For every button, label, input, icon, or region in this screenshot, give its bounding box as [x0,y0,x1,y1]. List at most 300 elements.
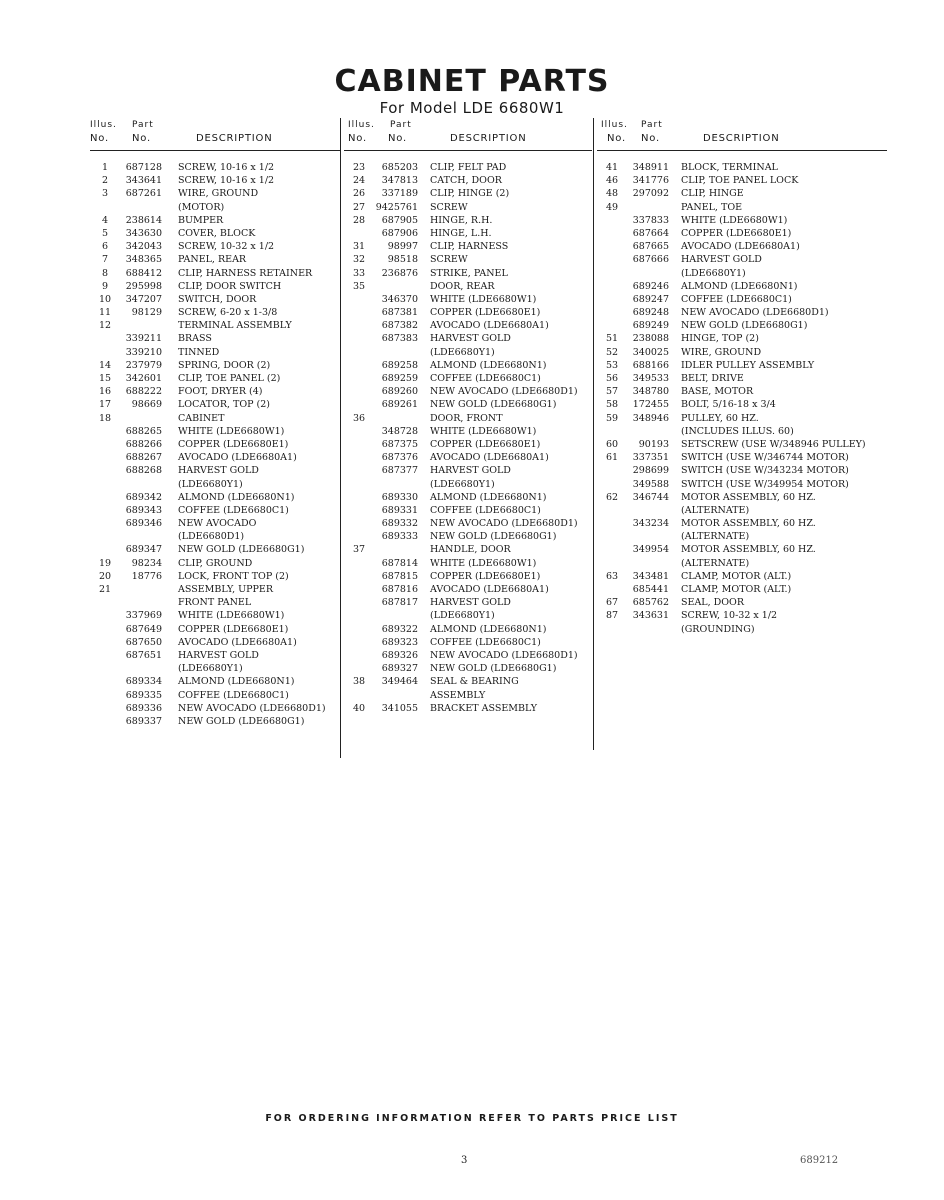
illus-number: 58 [605,399,619,411]
table-row [344,557,592,570]
part-description: CLAMP, MOTOR (ALT.) [681,584,792,595]
table-row [344,332,592,345]
part-description: CABINET [178,412,225,424]
part-description: NEW GOLD (LDE6680G1) [430,399,557,411]
part-description: BLOCK, TERMINAL [681,162,778,173]
part-number: 689323 [381,636,418,648]
part-description: SCREW, 6-20 x 1-3/8 [178,307,278,319]
table-row [90,201,340,214]
part-number: 689337 [125,715,162,727]
table-row [90,398,340,411]
part-number: 348365 [125,254,162,266]
part-number: 688266 [125,438,162,450]
part-description: CATCH, DOOR [430,175,502,187]
table-row [597,623,887,636]
header-row-1 [344,120,592,133]
part-description: AVOCADO (LDE6680A1) [430,584,549,595]
part-number: 687666 [632,254,669,266]
model-subtitle: For Model LDE 6680W1 [379,99,565,117]
illus-number: 41 [605,162,619,173]
table-row [90,675,340,688]
table-row [344,478,592,491]
part-description: BRACKET ASSEMBLY [430,702,537,714]
part-number: 341055 [381,702,418,714]
illus-number: 4 [101,214,109,226]
part-number: 98669 [131,399,162,411]
part-number: 337969 [125,610,162,622]
parts-list [344,161,592,715]
parts-list [90,161,340,728]
part-number: 689332 [381,518,418,530]
part-number: 689322 [381,623,418,635]
description-header: DESCRIPTION [450,133,527,144]
table-row [90,227,340,240]
table-row [344,412,592,425]
part-description: COFFEE (LDE6680C1) [681,293,792,305]
part-description: SWITCH, DOOR [178,293,257,305]
table-row [344,372,592,385]
part-description: SCREW, 10-16 x 1/2 [178,175,275,187]
table-row [597,438,887,451]
part-description: (LDE6680Y1) [430,478,495,490]
part-number: 341776 [632,175,669,187]
part-number: 687128 [125,162,162,173]
part-number: 687816 [381,584,418,595]
table-row [344,609,592,622]
part-description: SCREW [430,254,468,266]
part-description: STRIKE, PANEL [430,267,508,279]
table-row [90,504,340,517]
part-number: 688412 [125,267,162,279]
part-number: 343234 [632,518,669,530]
part-number: 689258 [381,359,418,371]
table-row [597,609,887,622]
table-row [90,662,340,675]
part-description: WIRE, GROUND [178,188,259,200]
part-number: 238088 [632,333,669,345]
part-number: 339210 [125,346,162,358]
part-description: NEW GOLD (LDE6680G1) [178,715,305,727]
table-row [90,689,340,702]
table-row [344,675,592,688]
table-row [344,214,592,227]
illus-header: Illus. [348,120,375,130]
parts-column-1 [90,120,340,728]
illus-number: 2 [101,175,109,187]
part-number: 340025 [632,346,669,358]
part-description: WHITE (LDE6680W1) [178,610,285,622]
part-description: SEAL, DOOR [681,597,744,609]
table-row [597,253,887,266]
no-header: No. [607,133,627,144]
part-number: 689326 [381,649,418,661]
table-row [344,649,592,662]
part-number: 688222 [125,386,162,398]
table-row [597,267,887,280]
part-description: MOTOR ASSEMBLY, 60 HZ. [681,544,816,556]
table-row [344,689,592,702]
part-description: HARVEST GOLD [178,649,259,661]
part-description: COFFEE (LDE6680C1) [178,689,289,701]
part-description: (LDE6680D1) [178,531,245,543]
part-description: COFFEE (LDE6680C1) [430,373,541,384]
table-row [344,280,592,293]
part-description: (INCLUDES ILLUS. 60) [681,425,794,437]
table-row [90,583,340,596]
part-description: ALMOND (LDE6680N1) [430,359,547,371]
table-row [90,491,340,504]
table-row [90,702,340,715]
part-description: ALMOND (LDE6680N1) [178,676,295,688]
table-row [344,174,592,187]
header-row-1 [597,120,887,133]
table-row [597,491,887,504]
table-row [344,596,592,609]
part-header: Part [641,120,663,130]
page-number: 3 [461,1155,468,1166]
description-header: DESCRIPTION [196,133,273,144]
part-number: 347813 [381,175,418,187]
part-number: 689260 [381,386,418,398]
table-row [597,201,887,214]
part-number: 337189 [381,188,418,200]
illus-number: 8 [101,267,109,279]
table-row [90,478,340,491]
parts-list [597,161,887,636]
parts-column-2 [344,120,592,715]
part-number: 236876 [381,267,418,279]
illus-number: 28 [352,214,366,226]
table-row [344,398,592,411]
table-row [90,161,340,174]
table-row [90,253,340,266]
part-number: 687665 [632,241,669,253]
part-description: COVER, BLOCK [178,227,256,239]
part-description: COPPER (LDE6680E1) [178,623,289,635]
table-row [90,372,340,385]
part-number: 98518 [387,254,418,266]
part-number: 687649 [125,623,162,635]
illus-number: 38 [352,676,366,688]
part-description: LOCATOR, TOP (2) [178,399,271,411]
part-number: 688265 [125,425,162,437]
table-row [597,346,887,359]
part-number: 687383 [381,333,418,345]
illus-number: 49 [605,201,619,213]
ordering-info-footer: FOR ORDERING INFORMATION REFER TO PARTS PRICE LIST [265,1113,679,1124]
table-row [344,543,592,556]
part-number: 337351 [632,452,669,464]
part-number: 343641 [125,175,162,187]
part-header: Part [132,120,154,130]
table-row [90,359,340,372]
part-number: 687815 [381,570,418,582]
part-number: 689347 [125,544,162,556]
part-description: ALMOND (LDE6680N1) [178,491,295,503]
part-number: 687664 [632,227,669,239]
table-row [344,491,592,504]
part-number: 349464 [381,676,418,688]
illus-number: 57 [605,386,619,398]
part-description: SWITCH (USE W/343234 MOTOR) [681,465,849,477]
part-description: WHITE (LDE6680W1) [430,557,537,569]
table-row [90,464,340,477]
part-description: (ALTERNATE) [681,531,750,543]
table-row [90,346,340,359]
table-row [90,557,340,570]
table-row [597,504,887,517]
table-row [597,306,887,319]
part-description: NEW GOLD (LDE6680G1) [430,531,557,543]
illus-number: 46 [605,175,619,187]
table-row [344,464,592,477]
part-description: CLIP, HINGE [681,188,744,200]
part-description: COPPER (LDE6680E1) [430,570,541,582]
illus-number: 21 [98,584,112,595]
part-description: PANEL, REAR [178,254,247,266]
part-number: 687906 [381,227,418,239]
part-description: CLIP, HARNESS RETAINER [178,267,313,279]
part-description: (ALTERNATE) [681,557,750,569]
part-description: IDLER PULLEY ASSEMBLY [681,359,815,371]
part-description: COFFEE (LDE6680C1) [430,504,541,516]
no-header: No. [90,133,110,144]
part-number: 339211 [125,333,162,345]
illus-number: 37 [352,544,366,556]
part-number: 343631 [632,610,669,622]
table-row [597,543,887,556]
illus-number: 59 [605,412,619,424]
part-description: CLIP, DOOR SWITCH [178,280,282,292]
part-description: CLAMP, MOTOR (ALT.) [681,570,792,582]
table-row [90,609,340,622]
part-description: HARVEST GOLD [178,465,259,477]
parts-column-3 [597,120,887,636]
table-row [90,280,340,293]
illus-number: 67 [605,597,619,609]
table-row [344,662,592,675]
illus-number: 10 [98,293,112,305]
part-number: 689331 [381,504,418,516]
illus-number: 61 [605,452,619,464]
table-row [344,240,592,253]
part-description: CLIP, TOE PANEL LOCK [681,175,799,187]
table-row [90,306,340,319]
table-row [90,438,340,451]
table-row [597,530,887,543]
part-description: SCREW [430,201,468,213]
part-number: 346370 [381,293,418,305]
illus-number: 23 [352,162,366,173]
part-number: 295998 [125,280,162,292]
table-row [344,504,592,517]
part-description: FRONT PANEL [178,597,252,609]
illus-number: 63 [605,570,619,582]
table-row [90,425,340,438]
part-number: 346744 [632,491,669,503]
part-number: 18776 [131,570,162,582]
table-row [597,293,887,306]
table-row [344,636,592,649]
part-number: 689346 [125,518,162,530]
illus-number: 14 [98,359,112,371]
part-description: CLIP, FELT PAD [430,162,507,173]
part-number: 298699 [632,465,669,477]
part-description: HARVEST GOLD [430,333,511,345]
part-number: 688267 [125,452,162,464]
table-row [90,517,340,530]
part-description: SCREW, 10-32 x 1/2 [178,241,275,253]
part-description: (MOTOR) [178,201,225,213]
part-number: 349588 [632,478,669,490]
part-number: 688166 [632,359,669,371]
table-row [90,385,340,398]
table-row [344,425,592,438]
part-number: 685203 [381,162,418,173]
part-description: SCREW, 10-16 x 1/2 [178,162,275,173]
part-description: HARVEST GOLD [430,597,511,609]
part-description: COFFEE (LDE6680C1) [430,636,541,648]
table-row [344,451,592,464]
table-row [344,161,592,174]
part-number: 687261 [125,188,162,200]
table-row [90,570,340,583]
part-number: 687375 [381,438,418,450]
table-row [597,319,887,332]
part-number: 685441 [632,584,669,595]
part-description: ASSEMBLY, UPPER [178,584,274,595]
part-description: (LDE6680Y1) [178,478,243,490]
part-number: 689330 [381,491,418,503]
part-description: ALMOND (LDE6680N1) [430,623,547,635]
part-no-header: No. [132,133,152,144]
illus-number: 16 [98,386,112,398]
part-description: HINGE, L.H. [430,227,492,239]
part-number: 90193 [638,438,669,450]
header-row-2 [90,133,340,151]
part-description: COPPER (LDE6680E1) [681,227,792,239]
description-header: DESCRIPTION [703,133,780,144]
part-description: NEW GOLD (LDE6680G1) [430,663,557,675]
part-number: 348911 [632,162,669,173]
part-description: (LDE6680Y1) [430,346,495,358]
illus-number: 20 [98,570,112,582]
illus-number: 5 [101,227,109,239]
part-description: AVOCADO (LDE6680A1) [178,452,297,464]
part-number: 98234 [131,557,162,569]
table-row [90,293,340,306]
table-row [597,451,887,464]
table-row [344,583,592,596]
part-number: 297092 [632,188,669,200]
part-number: 348728 [381,425,418,437]
part-description: CLIP, HARNESS [430,241,509,253]
part-description: HANDLE, DOOR [430,544,511,556]
table-row [90,451,340,464]
part-number: 687905 [381,214,418,226]
part-description: HINGE, R.H. [430,214,493,226]
part-header: Part [390,120,412,130]
table-row [344,570,592,583]
part-description: LOCK, FRONT TOP (2) [178,570,289,582]
part-description: TINNED [178,346,220,358]
part-description: ASSEMBLY [430,689,486,701]
part-description: COPPER (LDE6680E1) [178,438,289,450]
part-description: WIRE, GROUND [681,346,762,358]
part-number: 687377 [381,465,418,477]
part-description: SEAL & BEARING [430,676,519,688]
part-description: DOOR, REAR [430,280,495,292]
table-row [597,596,887,609]
part-description: NEW GOLD (LDE6680G1) [178,544,305,556]
illus-number: 33 [352,267,366,279]
part-description: (GROUNDING) [681,623,755,635]
table-row [344,346,592,359]
illus-header: Illus. [90,120,117,130]
table-row [344,306,592,319]
table-row [344,319,592,332]
table-row [597,425,887,438]
part-description: DOOR, FRONT [430,412,503,424]
illus-number: 52 [605,346,619,358]
part-description: TERMINAL ASSEMBLY [178,320,292,332]
table-row [344,201,592,214]
part-description: COPPER (LDE6680E1) [430,307,541,319]
part-description: ALMOND (LDE6680N1) [430,491,547,503]
table-row [344,293,592,306]
table-row [597,464,887,477]
table-row [90,174,340,187]
table-row [90,623,340,636]
part-number: 337833 [632,214,669,226]
illus-number: 40 [352,702,366,714]
illus-number: 9 [101,280,109,292]
table-row [597,227,887,240]
table-row [90,412,340,425]
table-row [90,649,340,662]
table-row [597,412,887,425]
part-description: HARVEST GOLD [430,465,511,477]
table-row [90,543,340,556]
table-row [90,240,340,253]
illus-number: 48 [605,188,619,200]
part-number: 687817 [381,597,418,609]
illus-number: 17 [98,399,112,411]
illus-number: 6 [101,241,109,253]
table-row [597,214,887,227]
table-row [597,240,887,253]
part-description: NEW GOLD (LDE6680G1) [681,320,808,332]
part-description: PULLEY, 60 HZ. [681,412,759,424]
table-row [344,359,592,372]
part-number: 689336 [125,702,162,714]
part-description: MOTOR ASSEMBLY, 60 HZ. [681,491,816,503]
part-number: 689327 [381,663,418,675]
illus-number: 3 [101,188,109,200]
table-row [597,280,887,293]
part-number: 347207 [125,293,162,305]
part-description: NEW AVOCADO (LDE6680D1) [178,702,326,714]
illus-number: 11 [98,307,112,319]
header-row-2 [597,133,887,151]
table-row [90,636,340,649]
illus-number: 56 [605,373,619,384]
illus-number: 24 [352,175,366,187]
part-description: WHITE (LDE6680W1) [681,214,788,226]
part-number: 342601 [125,373,162,384]
illus-number: 60 [605,438,619,450]
illus-number: 26 [352,188,366,200]
